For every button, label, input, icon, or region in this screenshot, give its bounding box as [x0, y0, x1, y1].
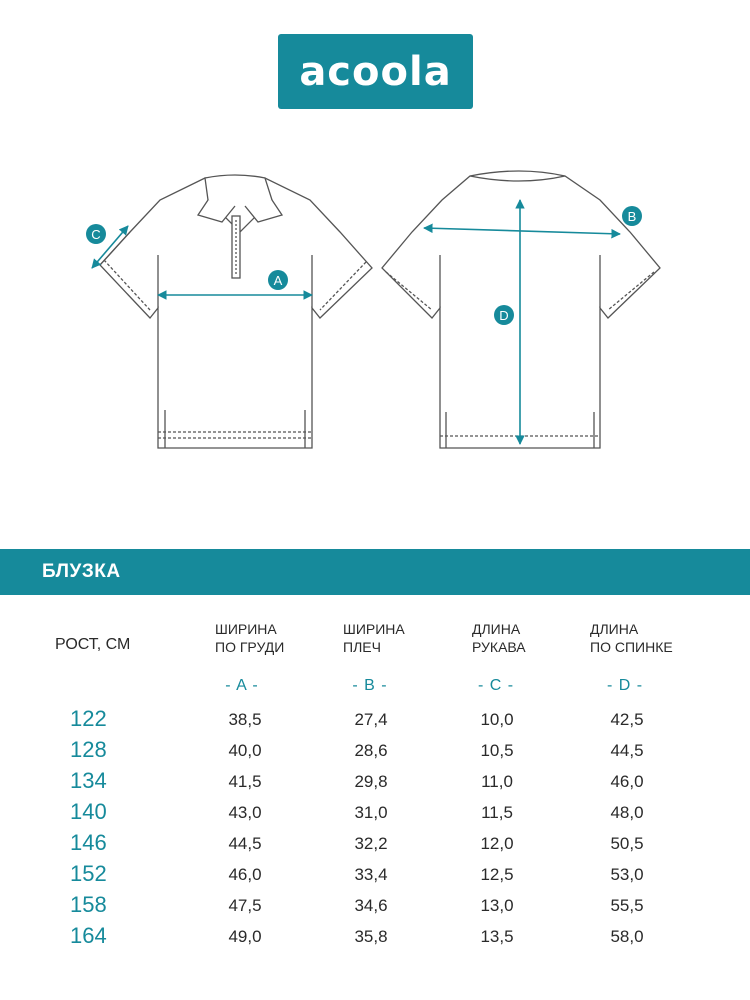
table-row — [0, 706, 750, 737]
cell-shoulder: 33,4 — [354, 865, 388, 884]
cell-sleeve: 12,5 — [480, 865, 514, 884]
row-height: 152 — [70, 861, 107, 886]
cell-back: 46,0 — [610, 772, 644, 791]
cell-sleeve: 12,0 — [480, 834, 514, 853]
back-view — [382, 171, 660, 448]
cell-chest: 43,0 — [228, 803, 262, 822]
column-header-chest-width — [215, 620, 284, 656]
cell-shoulder: 27,4 — [354, 710, 388, 729]
cell-back: 50,5 — [610, 834, 644, 853]
column-code-c: - C - — [477, 677, 515, 694]
row-height: 164 — [70, 923, 107, 948]
column-code-d: - D - — [606, 677, 644, 694]
table-row — [0, 768, 750, 799]
table-row — [0, 799, 750, 830]
cell-sleeve: 11,5 — [481, 803, 513, 822]
cell-chest: 49,0 — [228, 927, 262, 946]
column-header-line2: РУКАВА — [472, 639, 526, 655]
cell-chest: 46,0 — [228, 865, 262, 884]
table-row — [0, 861, 750, 892]
cell-shoulder: 35,8 — [354, 927, 388, 946]
column-header-line2: ПО ГРУДИ — [215, 639, 285, 655]
cell-chest: 38,5 — [228, 710, 262, 729]
cell-back: 53,0 — [610, 865, 644, 884]
row-height: 134 — [70, 768, 107, 793]
brand-logo — [278, 34, 473, 109]
cell-back: 58,0 — [610, 927, 644, 946]
svg-text:D: D — [499, 308, 509, 323]
column-header-shoulder-width — [343, 620, 405, 656]
cell-back: 48,0 — [610, 803, 644, 822]
section-title: БЛУЗКА — [42, 561, 121, 582]
column-header-sleeve-length — [472, 620, 526, 656]
cell-back: 44,5 — [610, 741, 644, 760]
column-header-line1: ШИРИНА — [343, 621, 405, 637]
column-code-b: - B - — [352, 677, 388, 694]
table-row — [0, 923, 750, 954]
column-header-back-length — [590, 620, 673, 656]
cell-shoulder: 34,6 — [354, 896, 388, 915]
row-height: 158 — [70, 892, 107, 917]
svg-text:A: A — [273, 273, 283, 288]
table-row — [0, 830, 750, 861]
cell-back: 42,5 — [610, 710, 644, 729]
column-header-line2: ПО СПИНКЕ — [590, 639, 673, 655]
marker-d — [494, 305, 514, 325]
height-column-header: РОСТ, СМ — [55, 636, 131, 653]
row-height: 146 — [70, 830, 107, 855]
column-header-line1: ДЛИНА — [472, 621, 521, 637]
column-header-line1: ДЛИНА — [590, 621, 639, 637]
front-view — [100, 175, 372, 448]
cell-chest: 41,5 — [228, 772, 262, 791]
garment-diagram — [0, 160, 750, 460]
cell-chest: 47,5 — [228, 896, 262, 915]
section-header-band — [0, 549, 750, 595]
table-row — [0, 737, 750, 768]
cell-shoulder: 31,0 — [354, 803, 388, 822]
cell-chest: 40,0 — [228, 741, 262, 760]
cell-shoulder: 29,8 — [354, 772, 388, 791]
row-height: 128 — [70, 737, 107, 762]
row-height: 122 — [70, 706, 107, 731]
marker-c — [86, 224, 106, 244]
cell-sleeve: 13,5 — [480, 927, 514, 946]
cell-sleeve: 10,0 — [480, 710, 514, 729]
cell-sleeve: 10,5 — [480, 741, 514, 760]
marker-b — [622, 206, 642, 226]
table-row — [0, 892, 750, 923]
marker-a — [268, 270, 288, 290]
cell-back: 55,5 — [610, 896, 644, 915]
row-height: 140 — [70, 799, 107, 824]
cell-shoulder: 32,2 — [354, 834, 388, 853]
cell-sleeve: 13,0 — [480, 896, 514, 915]
brand-logo-text: acoola — [299, 48, 452, 95]
svg-text:C: C — [91, 227, 101, 242]
column-code-a: - A - — [225, 677, 259, 694]
column-header-line1: ШИРИНА — [215, 621, 277, 637]
svg-text:B: B — [627, 209, 637, 224]
cell-shoulder: 28,6 — [354, 741, 388, 760]
cell-sleeve: 11,0 — [481, 772, 513, 791]
cell-chest: 44,5 — [228, 834, 262, 853]
column-header-line2: ПЛЕЧ — [343, 639, 381, 655]
